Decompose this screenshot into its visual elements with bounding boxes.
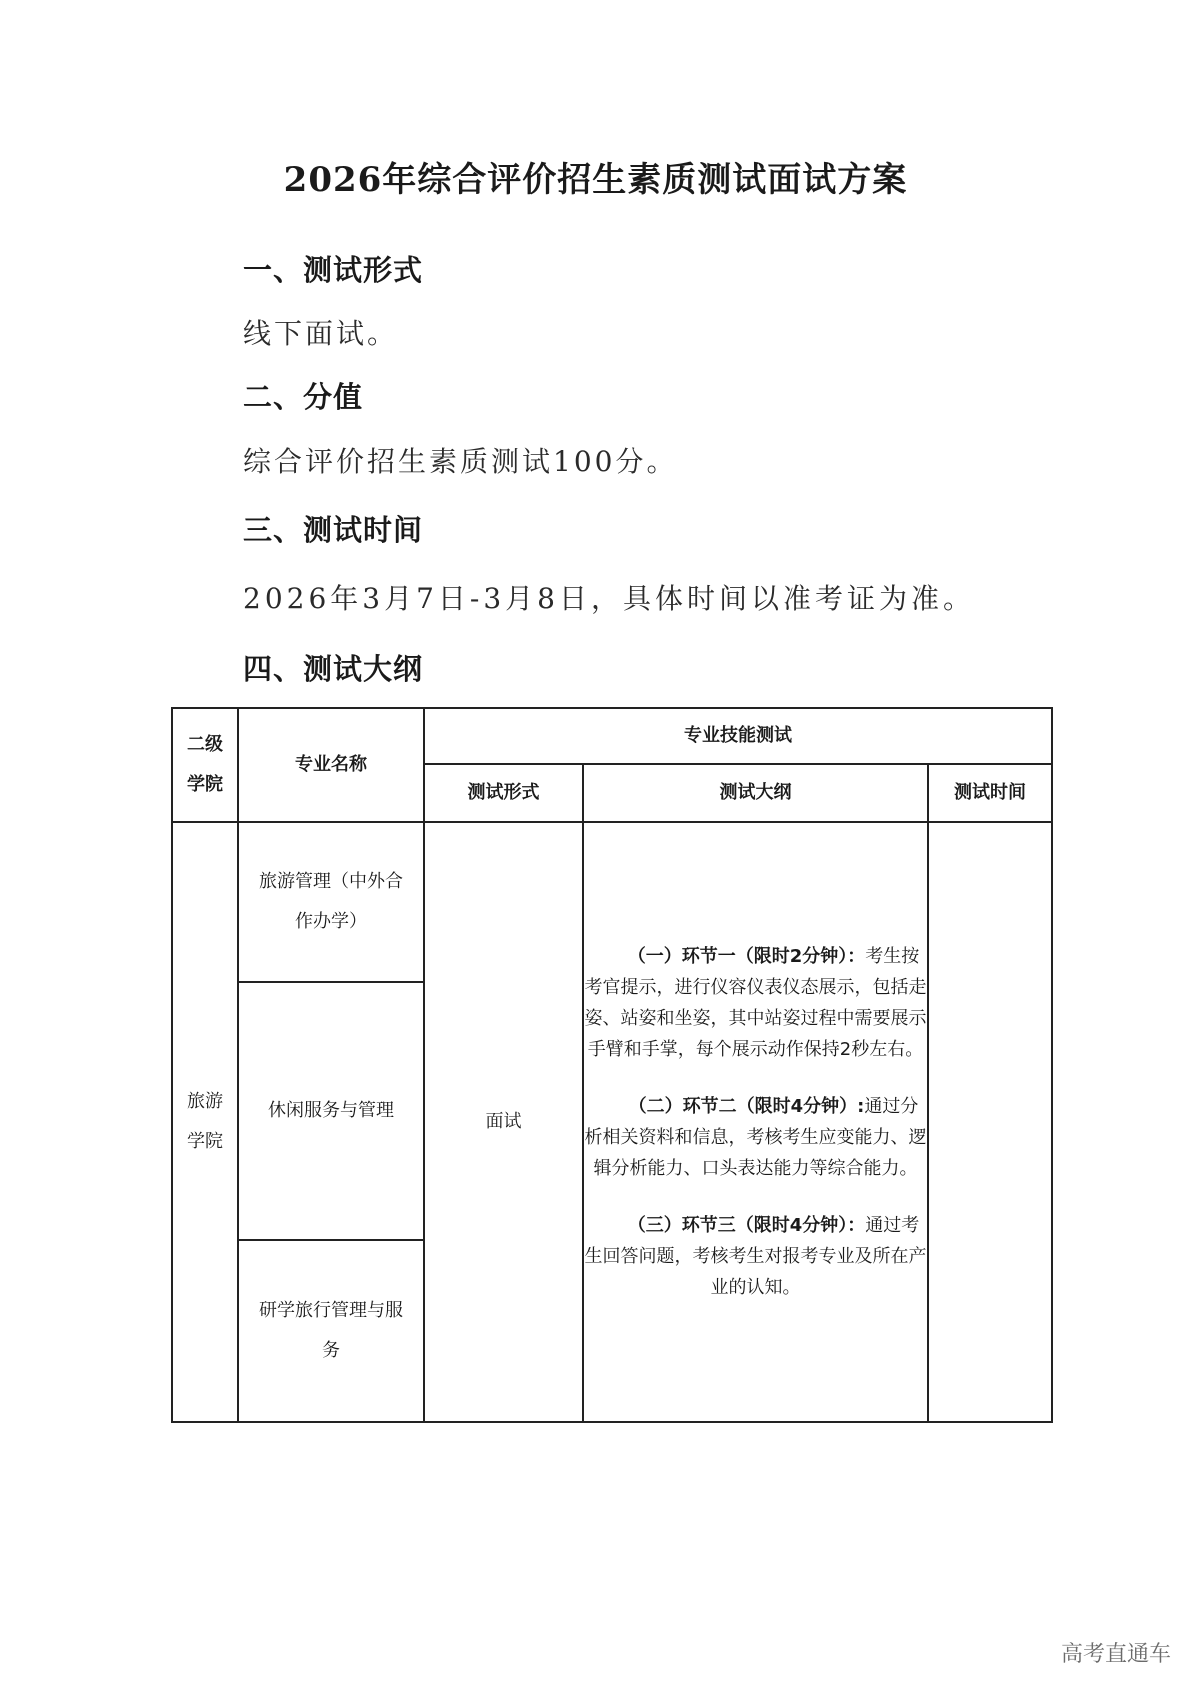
cell-major [238,1240,424,1422]
section-body-test-time: 2026年3月7日-3月8日，具体时间以准考证为准。 [243,582,975,615]
cell-major [238,822,424,982]
header-college [172,708,238,822]
cell-form [424,822,583,1422]
outline-item-label: （二）环节二（限时4分钟）: [628,1096,865,1117]
header-outline [583,764,928,822]
section-heading-score: 二、分值 [243,380,364,414]
header-skill-test [424,708,1052,764]
section-heading-test-time: 三、测试时间 [243,513,424,547]
section-heading-test-form: 一、测试形式 [243,253,424,287]
cell-time [928,822,1052,1422]
header-skill-test-label: 专业技能测试 [684,725,793,746]
header-college-label: 二级学院 [187,734,223,795]
watermark: 高考直通车 [1060,1642,1171,1667]
header-form-label: 测试形式 [467,782,540,803]
header-time-label: 测试时间 [954,782,1027,803]
cell-major [238,982,424,1240]
page-title: 2026年综合评价招生素质测试面试方案 [283,160,908,200]
outline-item [584,1210,927,1303]
outline-item-label: （一）环节一（限时2分钟）： [627,946,866,967]
header-major [238,708,424,822]
major-name: 研学旅行管理与服务 [259,1300,403,1361]
outline-item-text: 通过考生回答问题，考核考生对报考专业及所在产业的认知。 [584,1215,927,1298]
cell-college [172,822,238,1422]
outline-item-text: 通过分析相关资料和信息，考核考生应变能力、逻辑分析能力、口头表达能力等综合能力。 [584,1096,927,1179]
section-body-test-form: 线下面试。 [243,317,399,350]
header-outline-label: 测试大纲 [719,782,792,803]
header-time [928,764,1052,822]
college-name: 旅游学院 [187,1091,223,1152]
header-major-label: 专业名称 [295,754,367,775]
table-header-row [172,708,1052,764]
form-value: 面试 [485,1111,522,1132]
header-form [424,764,583,822]
outline-item-label: （三）环节三（限时4分钟）： [627,1215,866,1236]
outline-item [584,1091,927,1184]
section-body-score: 综合评价招生素质测试100分。 [243,445,678,478]
table-row [172,822,1052,982]
cell-outline [583,822,928,1422]
major-name: 休闲服务与管理 [268,1100,394,1121]
outline-item [584,941,927,1065]
outline-item-text: 考生按考官提示，进行仪容仪表仪态展示，包括走姿、站姿和坐姿，其中站姿过程中需要展示手臂和手掌，每个展示动作保持2秒左右。 [584,946,927,1060]
section-heading-test-outline: 四、测试大纲 [243,652,424,686]
major-name: 旅游管理（中外合作办学） [259,871,403,932]
test-outline-table [171,707,1053,1423]
